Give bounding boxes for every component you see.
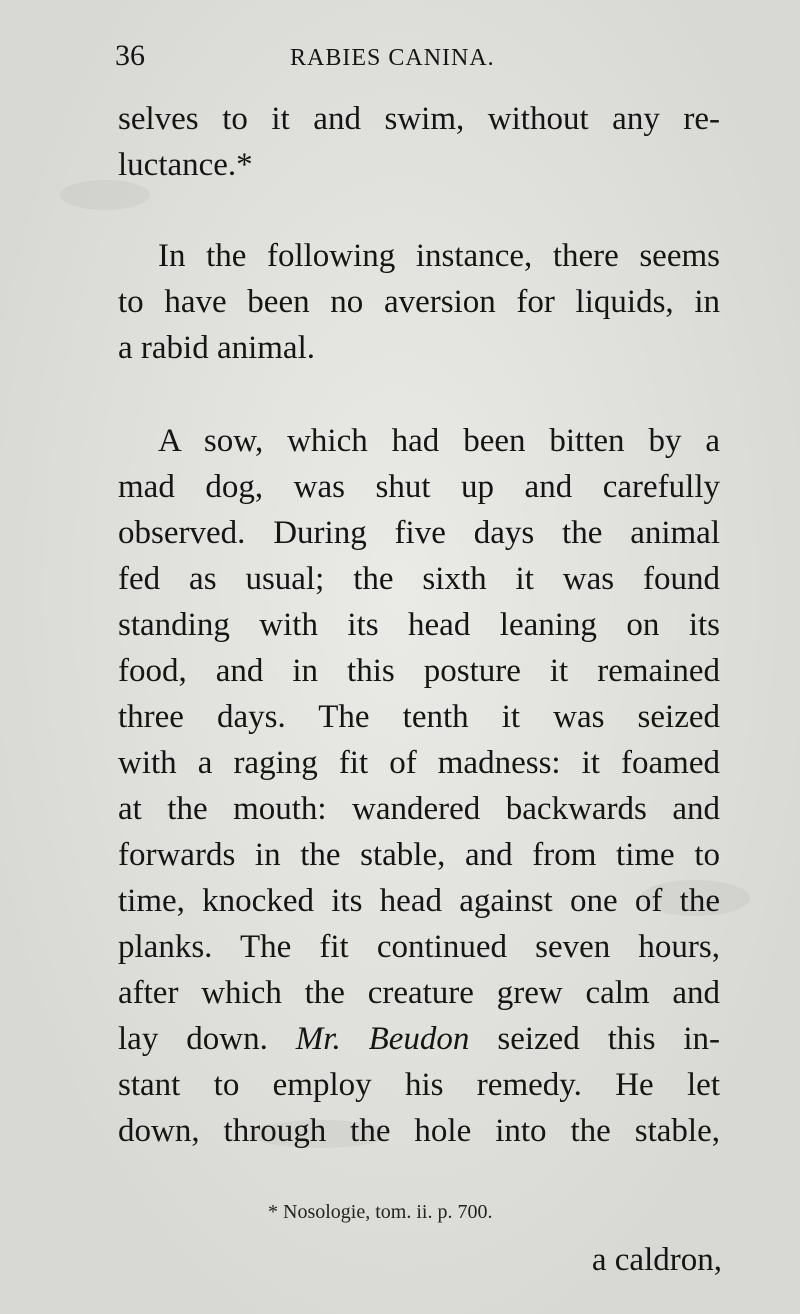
text-line: In the following instance, there seems	[158, 238, 720, 274]
text-segment: seized this in-	[497, 1021, 721, 1057]
text-line: A sow, which had been bitten by a	[158, 423, 720, 459]
running-title: RABIES CANINA.	[290, 45, 495, 71]
text-line: after which the creature grew calm and	[118, 975, 720, 1011]
text-line: stant to employ his remedy. He let	[118, 1067, 720, 1103]
text-line: to have been no aversion for liquids, in	[118, 284, 720, 320]
footnote: * Nosologie, tom. ii. p. 700.	[268, 1201, 493, 1223]
text-line: time, knocked its head against one of the	[118, 883, 720, 919]
catchword: a caldron,	[591, 1242, 722, 1278]
paragraph-sow-case	[118, 418, 720, 1154]
text-line: standing with its head leaning on its	[118, 607, 720, 643]
paragraph-liquids	[118, 233, 720, 371]
paragraph-continuation	[118, 96, 720, 188]
text-line-with-name	[118, 1016, 720, 1062]
person-name: Mr. Beudon	[295, 1021, 470, 1057]
text-line: a rabid animal.	[118, 330, 316, 366]
text-line: fed as usual; the sixth it was found	[118, 561, 720, 597]
text-line: food, and in this posture it remained	[118, 653, 720, 689]
text-line: down, through the hole into the stable,	[118, 1113, 720, 1149]
page-number: 36	[115, 39, 145, 72]
page-header	[115, 36, 715, 76]
text-line: forwards in the stable, and from time to	[118, 837, 720, 873]
text-segment: lay down.	[118, 1021, 268, 1057]
text-line: three days. The tenth it was seized	[118, 699, 720, 735]
text-line: selves to it and swim, without any re-	[118, 101, 720, 137]
text-line: with a raging fit of madness: it foamed	[118, 745, 720, 781]
text-line: luctance.*	[118, 147, 253, 183]
text-line: at the mouth: wandered backwards and	[118, 791, 720, 827]
text-line: mad dog, was shut up and carefully	[118, 469, 720, 505]
text-line: observed. During five days the animal	[118, 515, 720, 551]
text-line: planks. The fit continued seven hours,	[118, 929, 720, 965]
